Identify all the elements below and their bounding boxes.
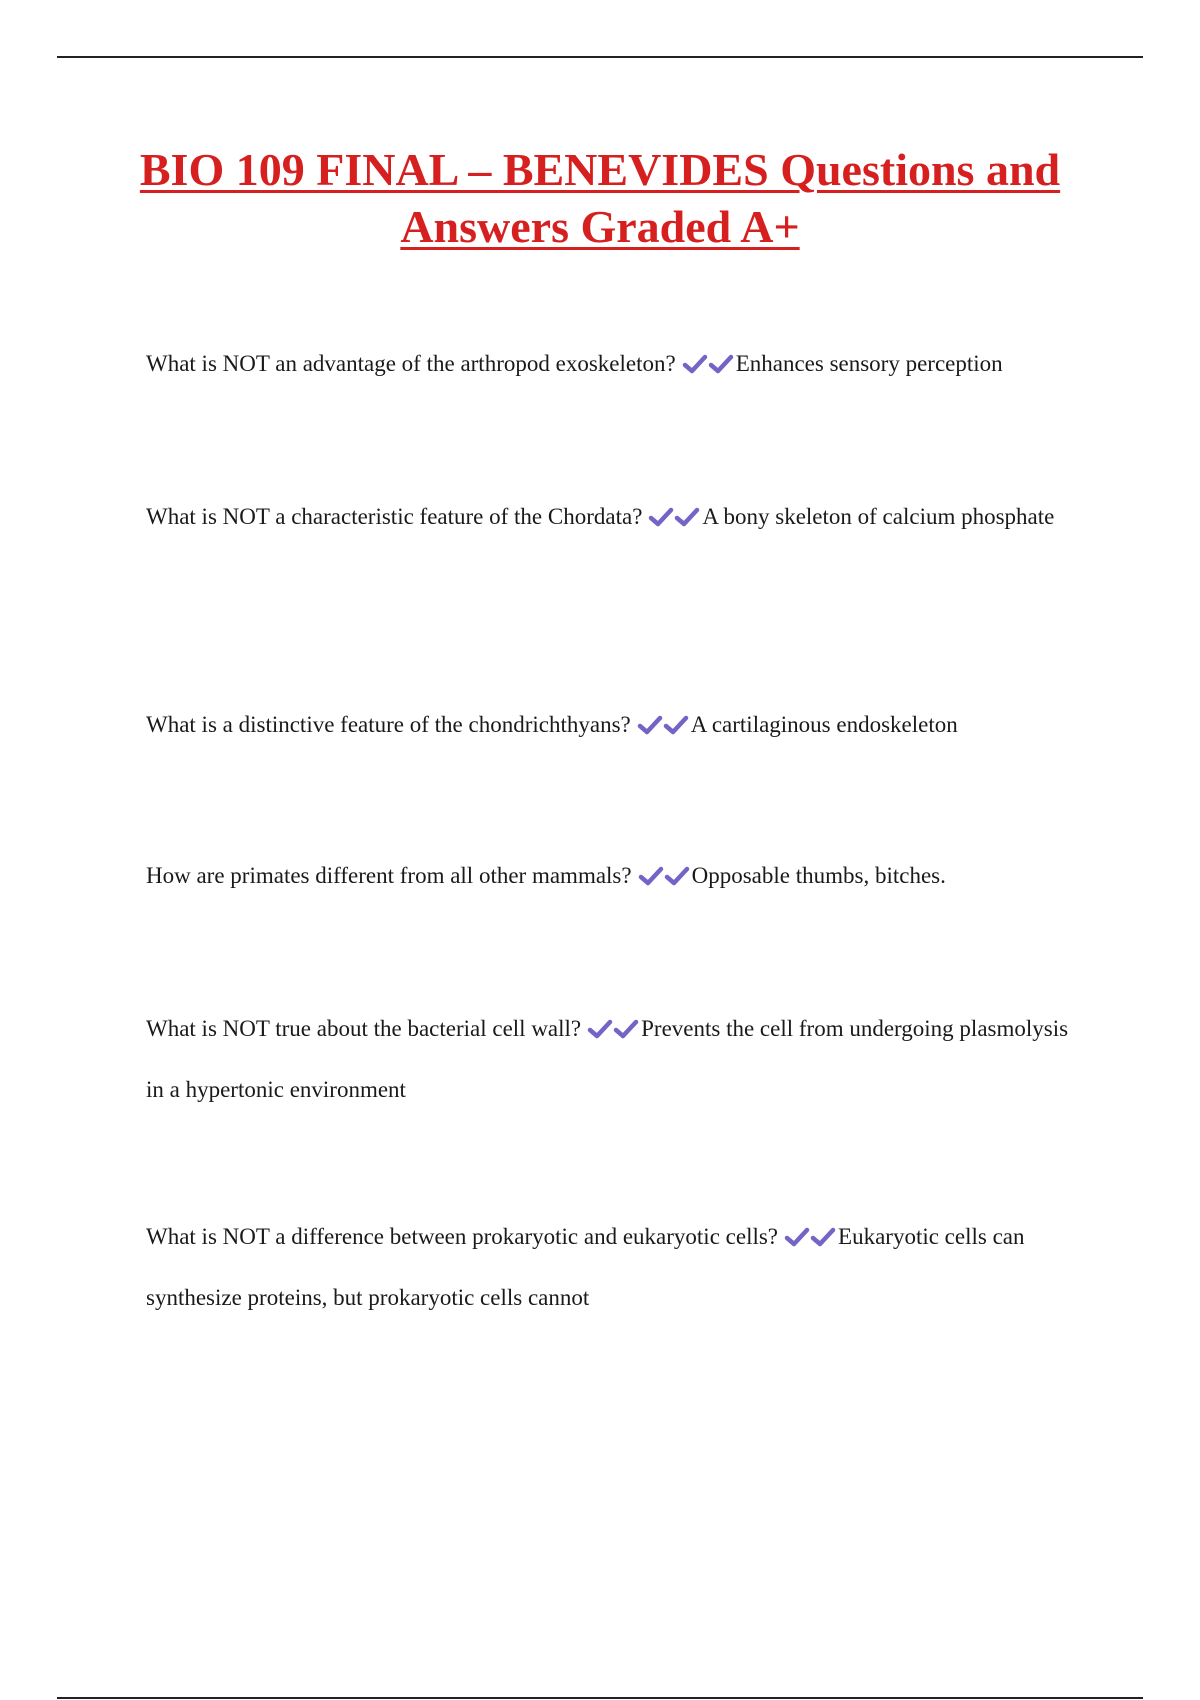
checkmark-icon <box>708 354 734 374</box>
bottom-rule <box>57 1697 1143 1699</box>
checkmark-icon <box>784 1227 810 1247</box>
qa-item <box>146 333 1086 394</box>
checkmark-icon <box>664 866 690 886</box>
top-rule <box>57 56 1143 58</box>
question-text: What is NOT a characteristic feature of the Chordata? <box>146 504 643 529</box>
answer-text: Opposable thumbs, bitches. <box>691 863 946 888</box>
checkmark-icon <box>638 866 664 886</box>
checkmark-icon <box>587 1019 613 1039</box>
qa-item <box>146 998 1086 1120</box>
qa-item <box>146 845 1086 906</box>
document-title: BIO 109 FINAL – BENEVIDES Questions and Answers Graded A+ <box>139 144 1061 252</box>
answer-text: A bony skeleton of calcium phosphate <box>702 504 1055 529</box>
question-text: What is NOT a difference between prokaryotic and eukaryotic cells? <box>146 1224 779 1249</box>
qa-item <box>146 1206 1086 1328</box>
checkmark-icon <box>637 715 663 735</box>
checkmark-icon <box>682 354 708 374</box>
answer-text: A cartilaginous endoskeleton <box>690 712 958 737</box>
qa-item <box>146 486 1086 547</box>
answer-text: Enhances sensory perception <box>735 351 1003 376</box>
checkmark-icon <box>810 1227 836 1247</box>
answer-text: Eukaryotic cells can synthesize proteins, but prokaryotic cells cannot <box>146 1224 1025 1310</box>
question-text: What is a distinctive feature of the chondrichthyans? <box>146 712 631 737</box>
checkmark-icon <box>648 507 674 527</box>
question-text: What is NOT true about the bacterial cell wall? <box>146 1016 582 1041</box>
question-text: What is NOT an advantage of the arthropod exoskeleton? <box>146 351 676 376</box>
checkmark-icon <box>613 1019 639 1039</box>
answer-text: Prevents the cell from undergoing plasmolysis in a hypertonic environment <box>146 1016 1069 1102</box>
question-text: How are primates different from all other mammals? <box>146 863 632 888</box>
qa-item <box>146 694 1086 755</box>
checkmark-icon <box>674 507 700 527</box>
checkmark-icon <box>663 715 689 735</box>
